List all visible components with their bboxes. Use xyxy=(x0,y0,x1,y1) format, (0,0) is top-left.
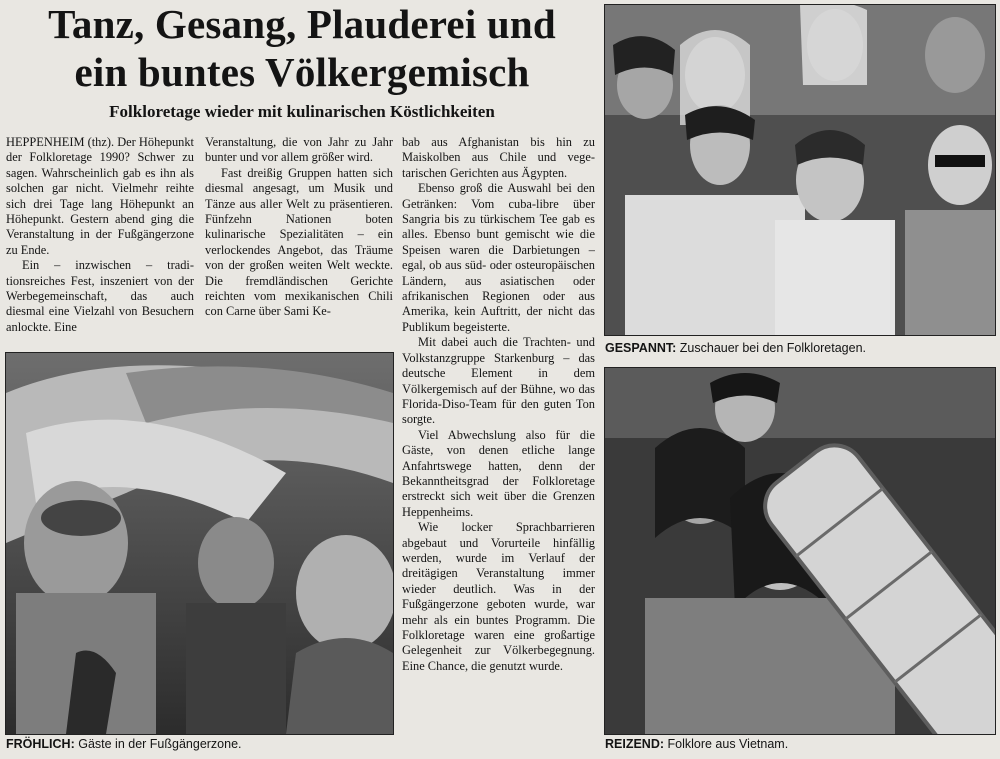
caption-text: Zuschauer bei den Folkloretagen. xyxy=(676,341,867,355)
photo-pedestrian-zone-guests xyxy=(5,352,394,735)
paragraph: Fast dreißig Gruppen hatten sich diesmal angesagt, um Musik und Tänze aus aller Welt zu präsentieren. Fünfzehn Nationen boten kulinarische Spezialitäten – ein verlockendes Angebot, das Träume von der großen weiten Welt weckte. Die fremdländischen Gerichte reichten vom mexikanischen Chili con Carne über Sami Ke- xyxy=(205,165,393,319)
article-column-3 xyxy=(402,135,595,755)
paragraph: bab aus Afghanistan bis hin zu Maiskolben aus Chile und vegetarischen Gerichten aus Ägypten. xyxy=(402,135,595,180)
paragraph: Mit dabei auch die Trachten- und Volkstanzgruppe Starkenburg – das deutsche Element in dem Völkergemisch auf der Bühne, wo das Florida-Diso-Team für den guten Ton sorgte. xyxy=(402,335,595,427)
caption-text: Gäste in der Fußgängerzone. xyxy=(74,737,242,751)
caption-prefix: GESPANNT: xyxy=(605,341,677,355)
headline xyxy=(6,0,598,96)
photo-vietnam-folklore xyxy=(604,367,996,735)
paragraph: HEPPENHEIM (thz). Der Höhepunkt der Folkloretage 1990? Schwer zu sagen. Wahrscheinlich gab es ihn als solchen gar nicht. Vielmehr reihte sich drei Tage lang Höhepunkt an Höhepunkt. Gestern abend ging die Veranstaltung in der Fußgängerzone zu Ende. xyxy=(6,135,194,257)
headline-line-1: Tanz, Gesang, Plauderei und xyxy=(48,1,556,47)
paragraph: Veranstaltung, die von Jahr zu Jahr bunter und vor allem größer wird. xyxy=(205,135,393,165)
headline-line-2: ein buntes Völkergemisch xyxy=(74,49,530,95)
paragraph: Ein – inzwischen – traditionsreiches Fest, inszeniert von der Werbegemeinschaft, das auch diesmal eine Vielzahl von Besuchern anlockte. Eine xyxy=(6,258,194,334)
caption-prefix: REIZEND: xyxy=(605,737,665,751)
article-column-1 xyxy=(6,135,194,345)
paragraph: Viel Abwechslung also für die Gäste, von denen etliche lange Anfahrtswege hatten, denn der Bekanntheitsgrad der Folkloretage erstreckt sich weit über die Grenzen Heppenheims. xyxy=(402,427,595,519)
article-column-2 xyxy=(205,135,393,345)
photo-spectators xyxy=(604,4,996,336)
subheadline: Folkloretage wieder mit kulinarischen Köstlichkeiten xyxy=(109,102,495,121)
caption-photo-2 xyxy=(605,341,866,355)
caption-text: Folklore aus Vietnam. xyxy=(664,737,789,751)
caption-prefix: FRÖHLICH: xyxy=(6,737,75,751)
caption-photo-1 xyxy=(6,737,242,751)
paragraph: Ebenso groß die Auswahl bei den Getränken: Vom cuba-libre über Sangria bis zu türkischem Tee gab es alles. Ebenso bunt gemischt wie die Speisen waren die Darbietungen – egal, ob aus süd- oder osteuropäischen Ländern, aus asiatischen oder afrikanischen Regionen oder aus Amerika, kein Auftritt, der nicht das Publikum begeisterte. xyxy=(402,181,595,334)
caption-photo-3 xyxy=(605,737,788,751)
paragraph: Wie locker Sprachbarrieren abgebaut und Vorurteile hinfällig werden, wurde im Verlauf der dreitägigen Veranstaltung immer wieder deutlich. Was in der Fußgängerzone geboten wurde, war mehr als ein buntes Programm. Die Folkloretage waren eine großartige Gelegenheit zur Völkerbegegnung. Eine Chance, die genutzt wurde. xyxy=(402,520,595,673)
